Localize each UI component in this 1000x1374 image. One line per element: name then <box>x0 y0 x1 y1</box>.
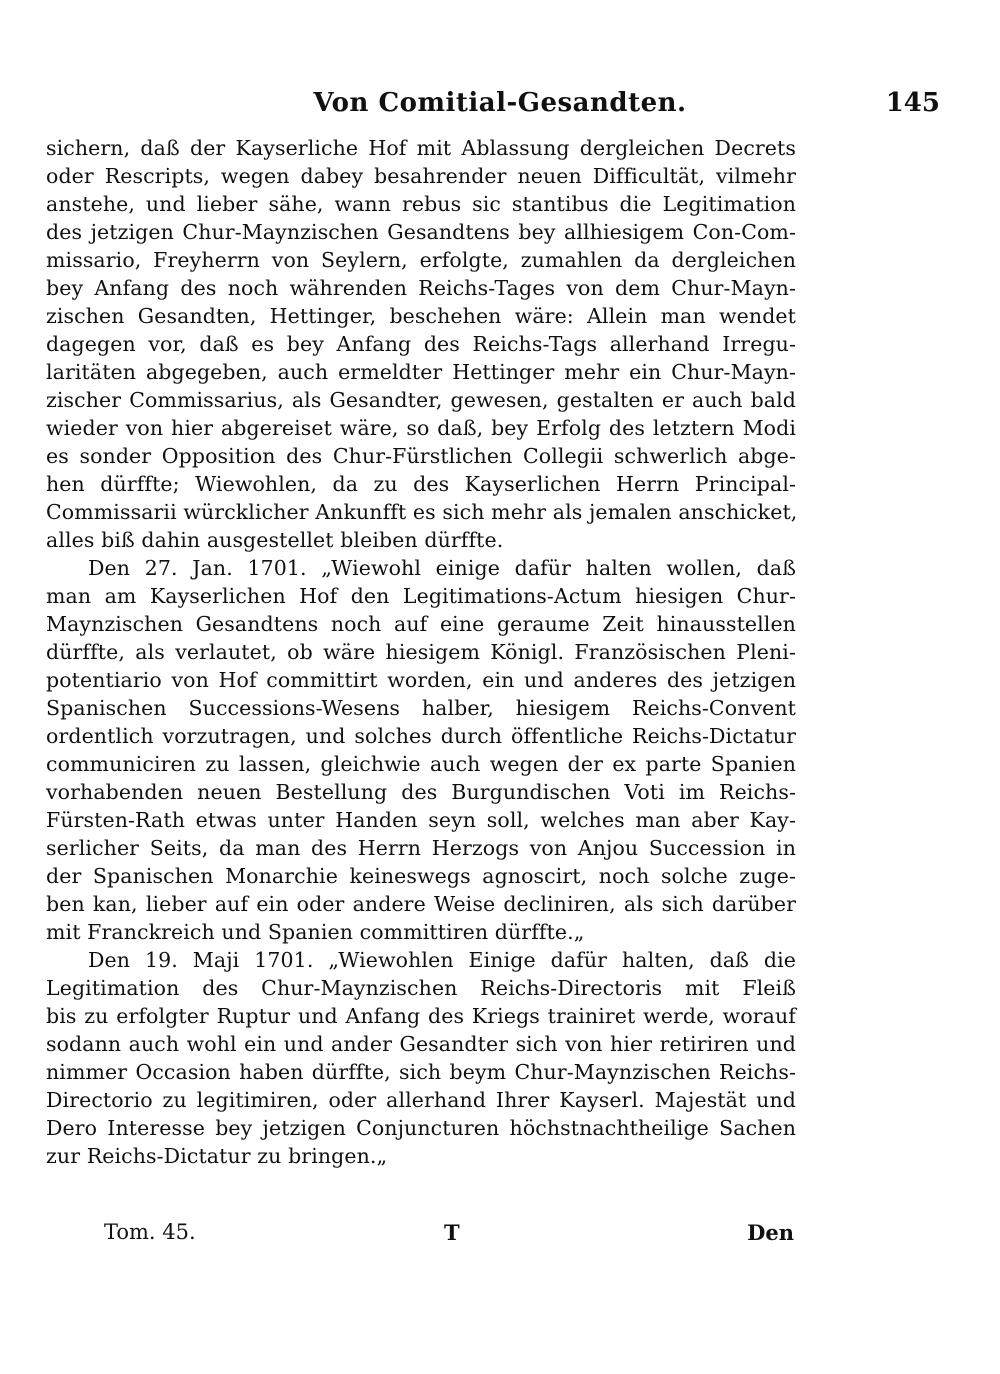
signature-mark: T <box>444 1220 460 1245</box>
text-line: sodann auch wohl ein und ander Gesandter sich von hier retiriren und <box>46 1032 796 1056</box>
text-line: alles biß dahin ausgestellet bleiben dürffte. <box>46 528 504 552</box>
text-line: Commissarii würcklicher Ankunfft es sich mehr als jemalen anschicket, <box>46 500 798 524</box>
text-line: vorhabenden neuen Bestellung des Burgundischen Voti im Reichs- <box>46 780 796 804</box>
text-line: der Spanischen Monarchie keineswegs agnoscirt, noch solche zuge- <box>46 864 796 888</box>
page-footer <box>104 1220 794 1254</box>
text-line: mit Franckreich und Spanien committiren dürffte.„ <box>46 920 585 944</box>
text-line: serlicher Seits, da man des Herrn Herzogs von Anjou Succession in <box>46 836 796 860</box>
page-number: 145 <box>885 88 940 118</box>
volume-mark: Tom. 45. <box>104 1220 196 1244</box>
text-line: bey Anfang des noch währenden Reichs-Tages von dem Chur-Mayn- <box>46 276 796 300</box>
text-line: communiciren zu lassen, gleichwie auch wegen der ex parte Spanien <box>46 752 796 776</box>
text-line: Dero Interesse bey jetzigen Conjuncturen höchstnachtheilige Sachen <box>46 1116 796 1140</box>
text-line: dürffte, als verlautet, ob wäre hiesigem Königl. Französischen Pleni- <box>46 640 796 664</box>
text-line: Fürsten-Rath etwas unter Handen seyn soll, welches man aber Kay- <box>46 808 796 832</box>
text-line: Legitimation des Chur-Maynzischen Reichs-Directoris mit Fleiß <box>46 976 796 1000</box>
text-line: dagegen vor, daß es bey Anfang des Reichs-Tags allerhand Irregu- <box>46 332 796 356</box>
text-line: oder Rescripts, wegen dabey besahrender neuen Difficultät, vilmehr <box>46 164 796 188</box>
text-line: potentiario von Hof committirt worden, ein und anderes des jetzigen <box>46 668 796 692</box>
running-head <box>40 88 960 124</box>
text-line: Maynzischen Gesandtens noch auf eine geraume Zeit hinausstellen <box>46 612 796 636</box>
text-line: nimmer Occasion haben dürffte, sich beym Chur-Maynzischen Reichs- <box>46 1060 796 1084</box>
text-line: laritäten abgegeben, auch ermeldter Hettinger mehr ein Chur-Mayn- <box>46 360 796 384</box>
catchword: Den <box>747 1220 794 1245</box>
paragraph-start-line: Den 19. Maji 1701. „Wiewohlen Einige dafür halten, daß die <box>88 948 796 972</box>
text-line: zur Reichs-Dictatur zu bringen.„ <box>46 1144 388 1168</box>
running-title: Von Comitial-Gesandten. <box>313 88 687 118</box>
text-line: des jetzigen Chur-Maynzischen Gesandtens bey allhiesigem Con-Com- <box>46 220 796 244</box>
text-line: wieder von hier abgereiset wäre, so daß, bey Erfolg des letztern Modi <box>46 416 796 440</box>
text-line: man am Kayserlichen Hof den Legitimations-Actum hiesigen Chur- <box>46 584 796 608</box>
text-line: sichern, daß der Kayserliche Hof mit Ablassung dergleichen Decrets <box>46 136 796 160</box>
text-line: es sonder Opposition des Chur-Fürstlichen Collegii schwerlich abge- <box>46 444 796 468</box>
paragraph-start-line: Den 27. Jan. 1701. „Wiewohl einige dafür halten wollen, daß <box>88 556 796 580</box>
text-line: Spanischen Successions-Wesens halber, hiesigem Reichs-Convent <box>46 696 796 720</box>
text-line: bis zu erfolgter Ruptur und Anfang des Kriegs trainiret werde, worauf <box>46 1004 796 1028</box>
text-line: anstehe, und lieber sähe, wann rebus sic stantibus die Legitimation <box>46 192 796 216</box>
text-line: hen dürffte; Wiewohlen, da zu des Kayserlichen Herrn Principal- <box>46 472 796 496</box>
text-line: ordentlich vorzutragen, und solches durch öffentliche Reichs-Dictatur <box>46 724 796 748</box>
text-line: zischer Commissarius, als Gesandter, gewesen, gestalten er auch bald <box>46 388 796 412</box>
text-line: Directorio zu legitimiren, oder allerhand Ihrer Kayserl. Majestät und <box>46 1088 796 1112</box>
text-line: ben kan, lieber auf ein oder andere Weise decliniren, als sich darüber <box>46 892 796 916</box>
body-text <box>46 134 796 1170</box>
text-line: zischen Gesandten, Hettinger, beschehen wäre: Allein man wendet <box>46 304 796 328</box>
text-line: missario, Freyherrn von Seylern, erfolgte, zumahlen da dergleichen <box>46 248 796 272</box>
